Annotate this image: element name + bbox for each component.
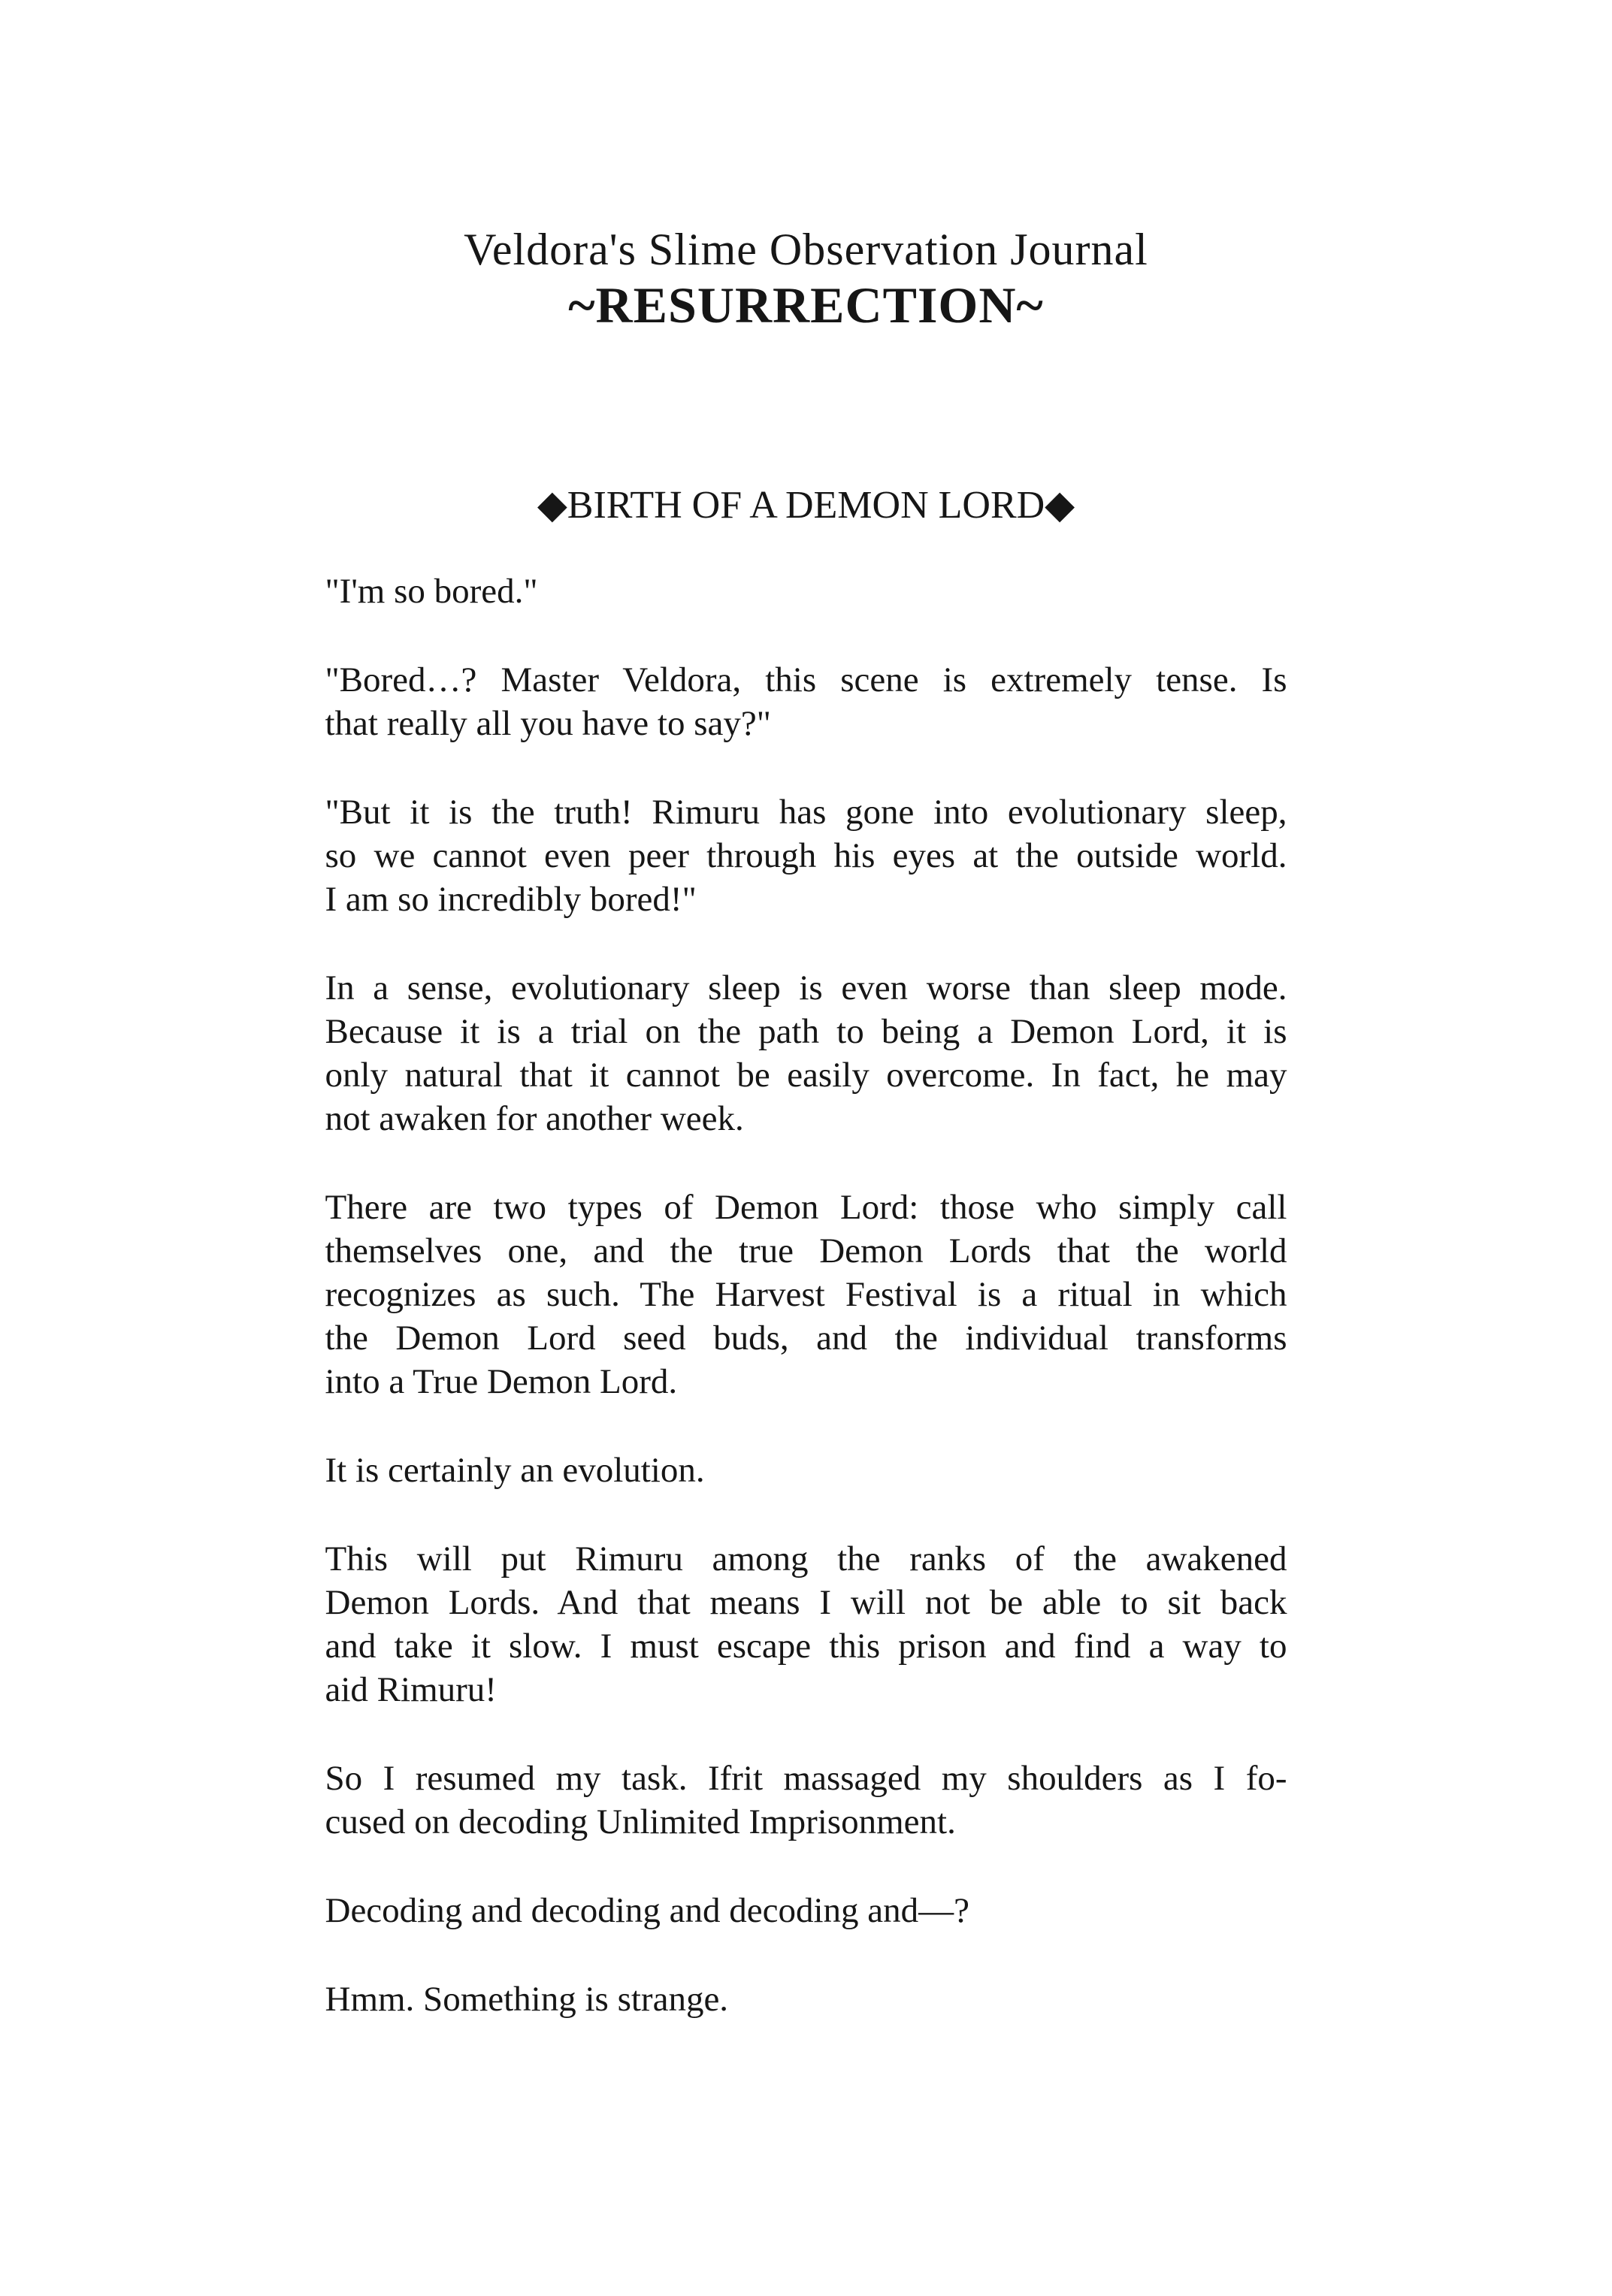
text-line: Decoding and decoding and decoding and—? <box>325 1891 969 1930</box>
text-line: Demon Lords. And that means I will not be able to sit back <box>325 1583 1287 1622</box>
text-line: and take it slow. I must escape this prison and find a way to <box>325 1627 1287 1666</box>
text-line: Because it is a trial on the path to being a Demon Lord, it is <box>325 1012 1287 1051</box>
text-line: This will put Rimuru among the ranks of the awakened <box>325 1539 1287 1578</box>
text-line: In a sense, evolutionary sleep is even worse than sleep mode. <box>325 968 1287 1008</box>
text-line: only natural that it cannot be easily overcome. In fact, he may <box>325 1056 1287 1095</box>
body-text <box>325 569 1287 2021</box>
section-heading: ◆BIRTH OF A DEMON LORD◆ <box>537 484 1075 527</box>
paragraph <box>325 1977 1287 2021</box>
text-line: themselves one, and the true Demon Lords that the world <box>325 1231 1287 1270</box>
text-line: not awaken for another week. <box>325 1099 744 1138</box>
text-line: I am so incredibly bored!" <box>325 880 697 919</box>
text-line: It is certainly an evolution. <box>325 1451 705 1490</box>
text-line: recognizes as such. The Harvest Festival is a ritual in which <box>325 1275 1287 1314</box>
paragraph <box>325 1537 1287 1711</box>
text-line: "I'm so bored." <box>325 572 538 611</box>
paragraph <box>325 658 1287 745</box>
text-line: "But it is the truth! Rimuru has gone into evolutionary sleep, <box>325 793 1287 832</box>
text-line: "Bored…? Master Veldora, this scene is extremely tense. Is <box>325 660 1287 699</box>
paragraph <box>325 1757 1287 1844</box>
text-line: There are two types of Demon Lord: those who simply call <box>325 1188 1287 1227</box>
paragraph <box>325 1186 1287 1403</box>
paragraph <box>325 790 1287 921</box>
text-line: that really all you have to say?" <box>325 704 771 743</box>
paragraph <box>325 1449 1287 1492</box>
paragraph <box>325 1889 1287 1932</box>
text-line: aid Rimuru! <box>325 1670 497 1709</box>
paragraph <box>325 569 1287 613</box>
journal-subtitle: ~RESURRECTION~ <box>568 276 1044 334</box>
text-line: into a True Demon Lord. <box>325 1362 678 1401</box>
text-line: Hmm. Something is strange. <box>325 1980 729 2019</box>
text-line: cused on decoding Unlimited Imprisonment. <box>325 1802 956 1841</box>
text-line: the Demon Lord seed buds, and the individual transforms <box>325 1319 1287 1358</box>
paragraph <box>325 966 1287 1140</box>
journal-title: Veldora's Slime Observation Journal <box>464 225 1148 274</box>
page-title-block <box>0 0 1612 335</box>
text-line: so we cannot even peer through his eyes at the outside world. <box>325 836 1287 875</box>
text-line: So I resumed my task. Ifrit massaged my shoulders as I fo- <box>325 1759 1287 1798</box>
